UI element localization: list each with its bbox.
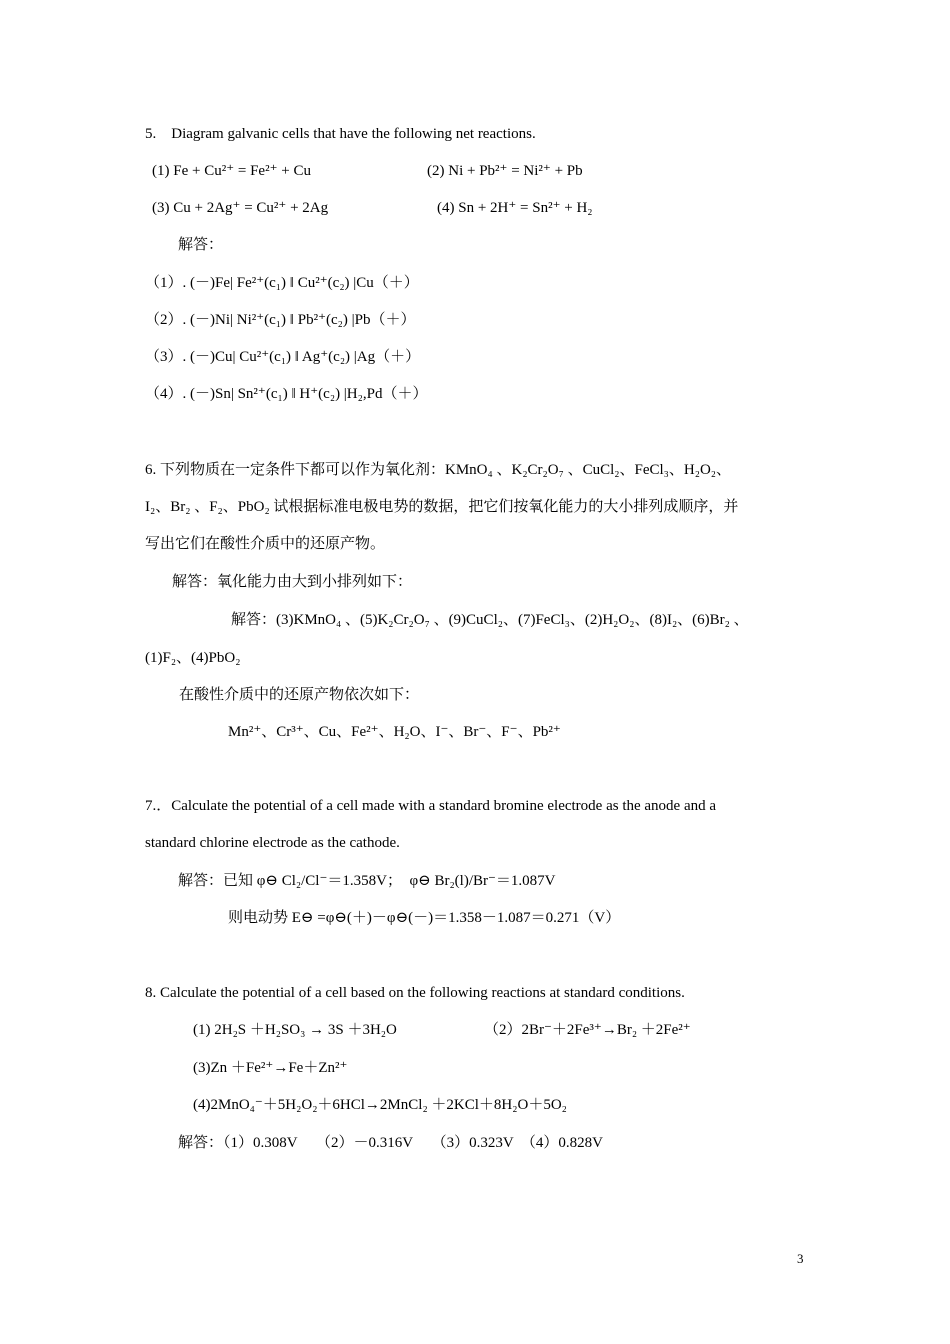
q6-products: Mn²⁺、Cr³⁺、Cu、Fe²⁺、H₂O、I⁻、Br⁻、F⁻、Pb²⁺ [228,724,561,740]
q6-question-line-2: I₂、Br₂ 、F₂、PbO₂ 试根据标准电极电势的数据，把它们按氧化能力的大小排列成顺序，并 [145,499,739,515]
q6-answer-intro: 解答：氧化能力由大到小排列如下： [172,574,413,590]
q8-answer: 解答：（1）0.308V （2）－0.316V （3）0.323V （4）0.828V [178,1135,604,1151]
q5-title: 5. Diagram galvanic cells that have the following net reactions. [145,126,536,142]
q7-answer-line-2: 则电动势 E⊖ =φ⊖(＋)－φ⊖(－)＝1.358－1.087＝0.271（V） [228,910,621,926]
q5-answer-1: （1）. (－)Fe| Fe²⁺(c₁) ‖ Cu²⁺(c₂) |Cu（＋） [145,275,419,291]
q7-question-line-2: standard chlorine electrode as the cathode. [145,835,400,851]
page-number: 3 [797,1251,804,1266]
q6-products-intro: 在酸性介质中的还原产物依次如下： [179,687,420,703]
q6-order-line-1: 解答：(3)KMnO₄ 、(5)K₂Cr₂O₇ 、(9)CuCl₂、(7)FeCl₃、(2)H₂O₂、(8)I₂、(6)Br₂ 、 [231,612,749,628]
q8-reaction-1: (1) 2H₂S ＋H₂SO₃ → 3S ＋3H₂O [193,1022,397,1038]
q8-reaction-4: (4)2MnO₄⁻＋5H₂O₂＋6HCl→2MnCl₂ ＋2KCl＋8H₂O＋5O₂ [193,1097,567,1113]
q5-reaction-4: (4) Sn + 2H⁺ = Sn²⁺ + H₂ [437,200,593,216]
q5-reaction-2: (2) Ni + Pb²⁺ = Ni²⁺ + Pb [427,163,583,179]
q5-answer-3: （3）. (－)Cu| Cu²⁺(c₁) ‖ Ag⁺(c₂) |Ag（＋） [145,349,421,365]
q5-answer-4: （4）. (－)Sn| Sn²⁺(c₁) ‖ H⁺(c₂) |H₂,Pd（＋） [145,386,428,402]
q8-title: 8. Calculate the potential of a cell based on the following reactions at standard conditions. [145,985,685,1001]
q5-answer-2: （2）. (－)Ni| Ni²⁺(c₁) ‖ Pb²⁺(c₂) |Pb（＋） [145,312,416,328]
q8-reaction-3: (3)Zn ＋Fe²⁺→Fe＋Zn²⁺ [193,1060,348,1076]
q8-reaction-2: （2）2Br⁻＋2Fe³⁺→Br₂ ＋2Fe²⁺ [484,1022,691,1038]
q6-order-line-2: (1)F₂、(4)PbO₂ [145,650,241,666]
q6-question-line-3: 写出它们在酸性介质中的还原产物。 [145,536,386,552]
q7-question-line-1: 7.．Calculate the potential of a cell made with a standard bromine electrode as the anode and a [145,798,717,814]
q7-answer-line-1: 解答：已知 φ⊖ Cl₂/Cl⁻＝1.358V； φ⊖ Br₂(l)/Br⁻＝1.087V [178,873,556,889]
q5-reaction-1: (1) Fe + Cu²⁺ = Fe²⁺ + Cu [152,163,311,179]
q5-reaction-3: (3) Cu + 2Ag⁺ = Cu²⁺ + 2Ag [152,200,329,216]
q6-question-line-1: 6. 下列物质在一定条件下都可以作为氧化剂：KMnO₄ 、K₂Cr₂O₇ 、CuCl₂、FeCl₃、H₂O₂、 [145,462,732,478]
q5-answer-label: 解答： [178,237,224,253]
